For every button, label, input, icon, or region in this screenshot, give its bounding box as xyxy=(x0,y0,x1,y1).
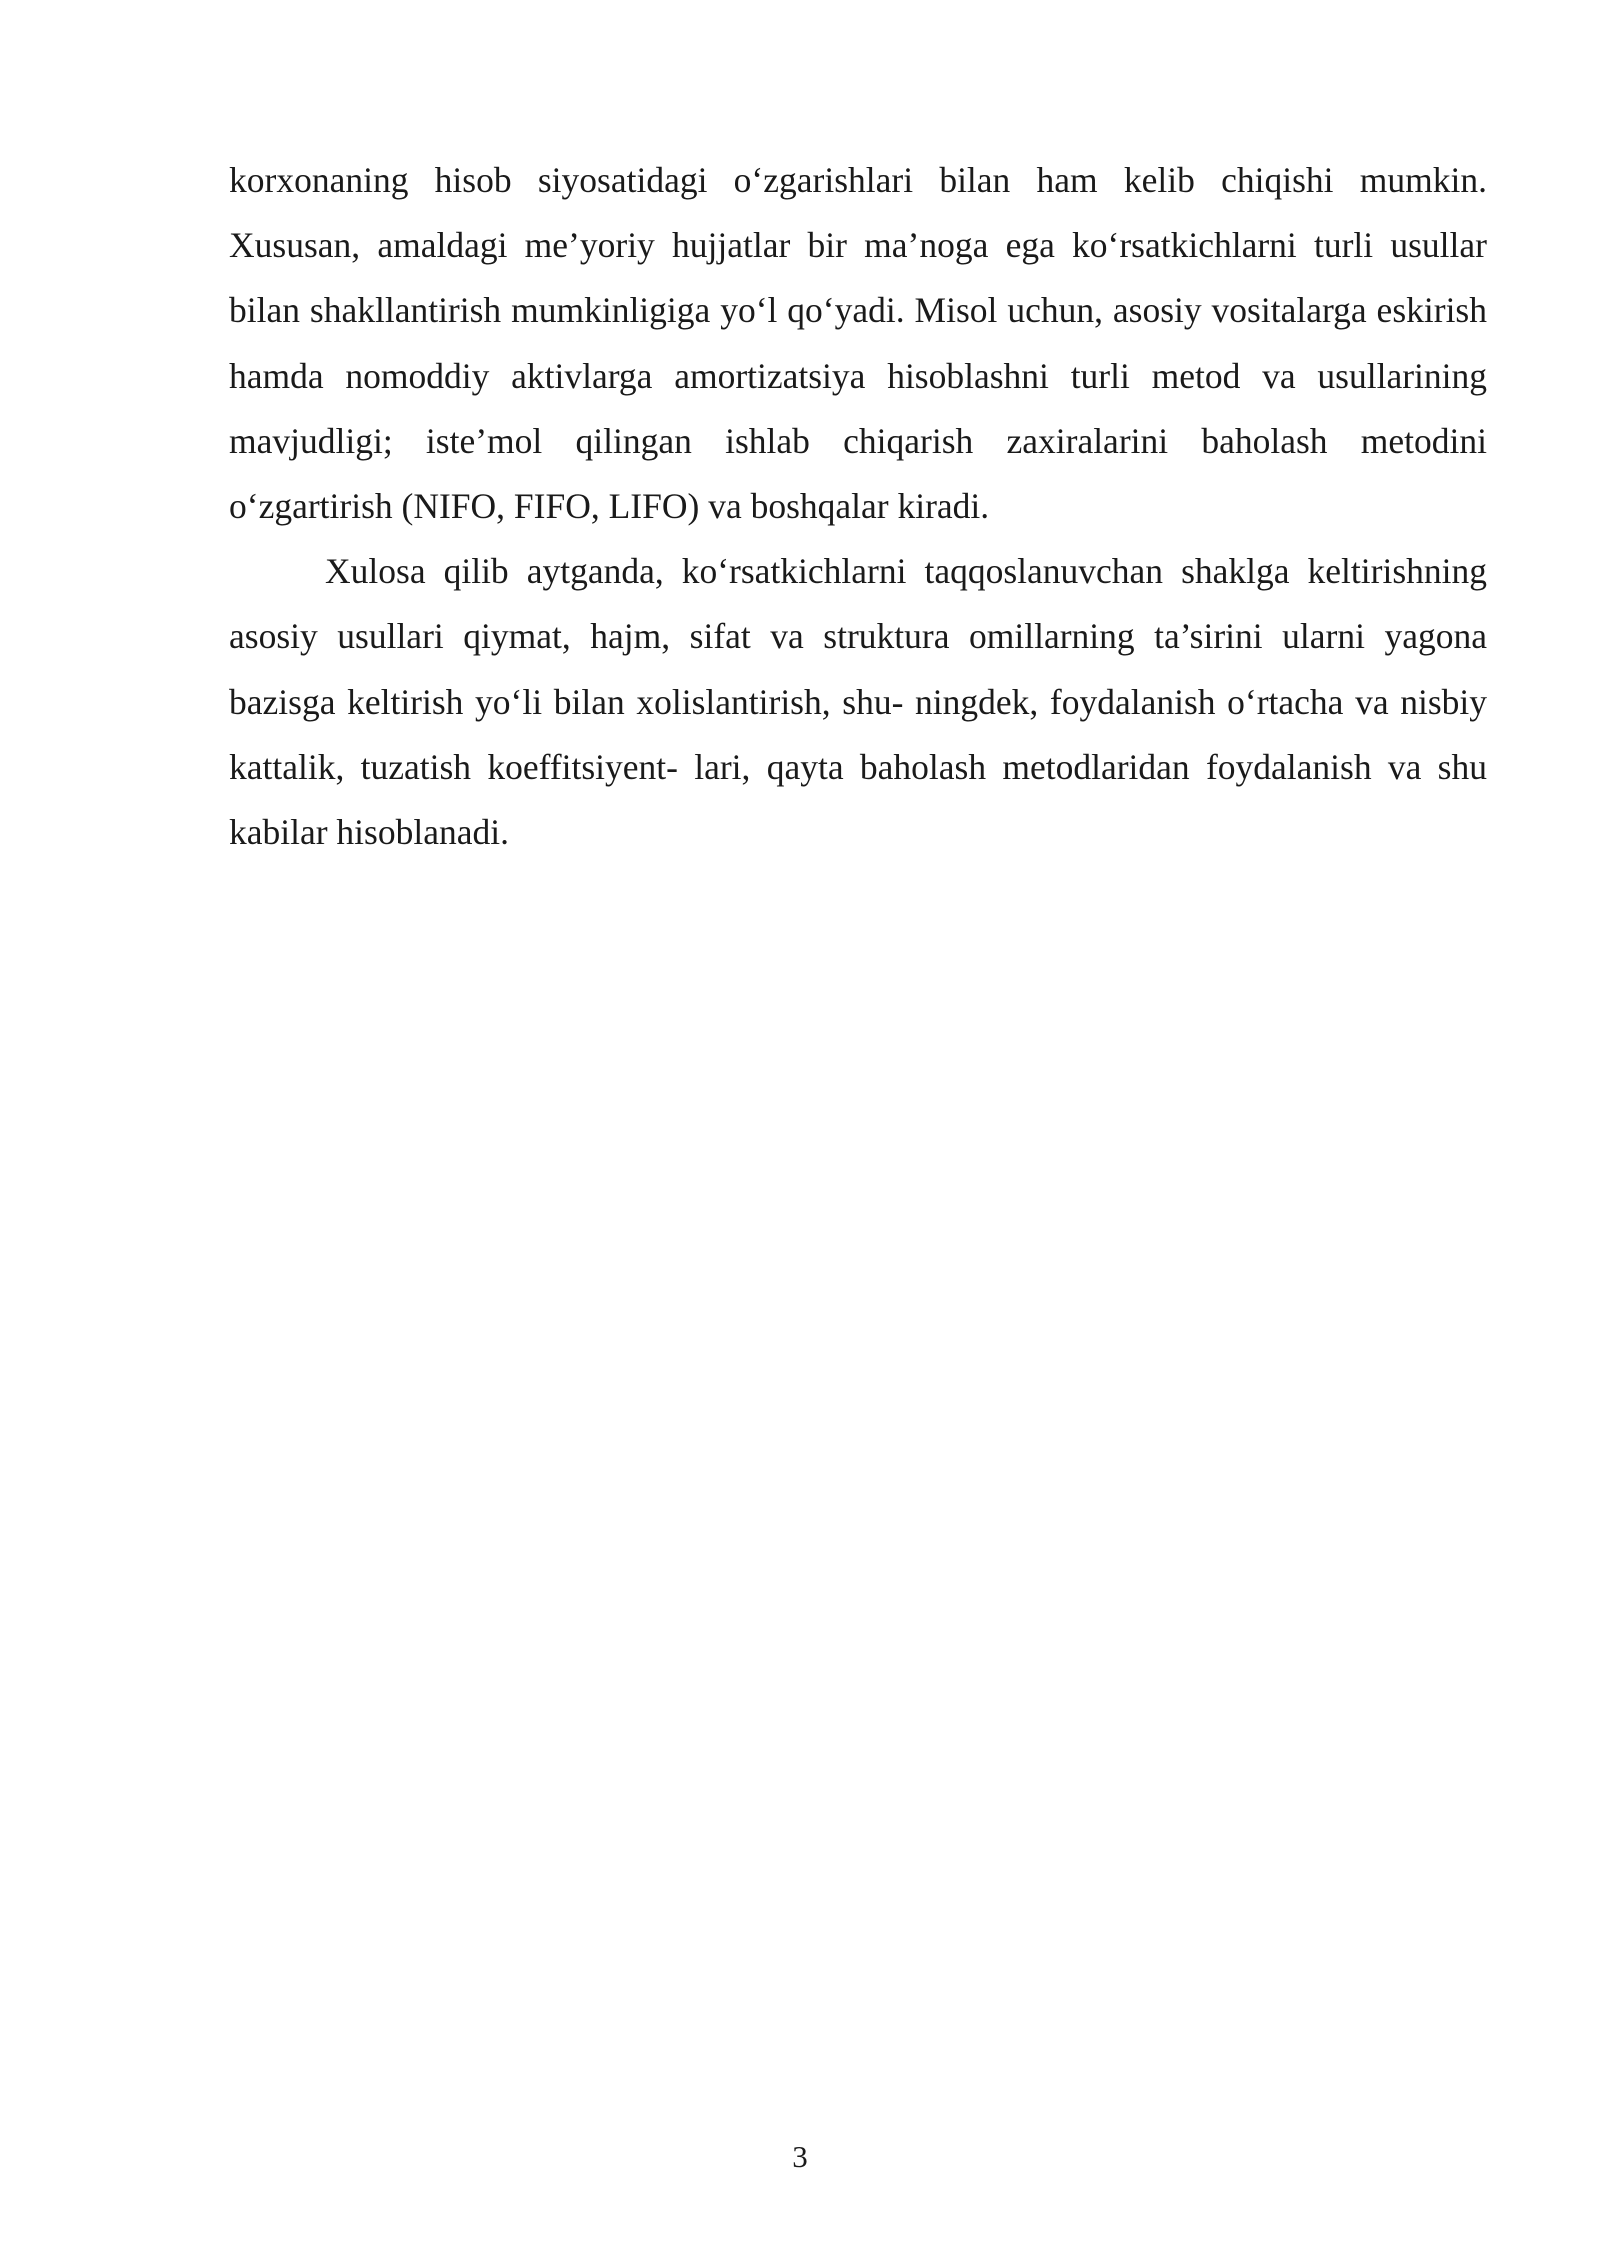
body-text xyxy=(229,148,1487,865)
paragraph-continuation: korxonaning hisob siyosatidagi o‘zgarishlari bilan ham kelib chiqishi mumkin. Xususan, amaldagi me’yoriy hujjatlar bir ma’noga ega ko‘rsatkichlarni turli usullar bilan shakllantirish mumkinligiga yo‘l qo‘yadi. Misol uchun, asosiy vositalarga eskirish hamda nomoddiy aktivlarga amortizatsiya hisoblashni turli metod va usullarining mavjudligi; iste’mol qilingan ishlab chiqarish zaxiralarini baholash metodini o‘zgartirish (NIFO, FIFO, LIFO) va boshqalar kiradi. xyxy=(229,160,1487,527)
page-number: 3 xyxy=(792,2139,808,2174)
paragraph-conclusion: Xulosa qilib aytganda, ko‘rsatkichlarni taqqoslanuvchan shaklga keltirishning asosiy usullari qiymat, hajm, sifat va struktura omillarning ta’sirini ularni yagona bazisga keltirish yo‘li bilan xolislantirish, shu- ningdek, foydalanish o‘rtacha va nisbiy kattalik, tuzatish koeffitsiyent- lari, qayta baholash metodlaridan foydalanish va shu kabilar hisoblanadi. xyxy=(229,551,1487,853)
